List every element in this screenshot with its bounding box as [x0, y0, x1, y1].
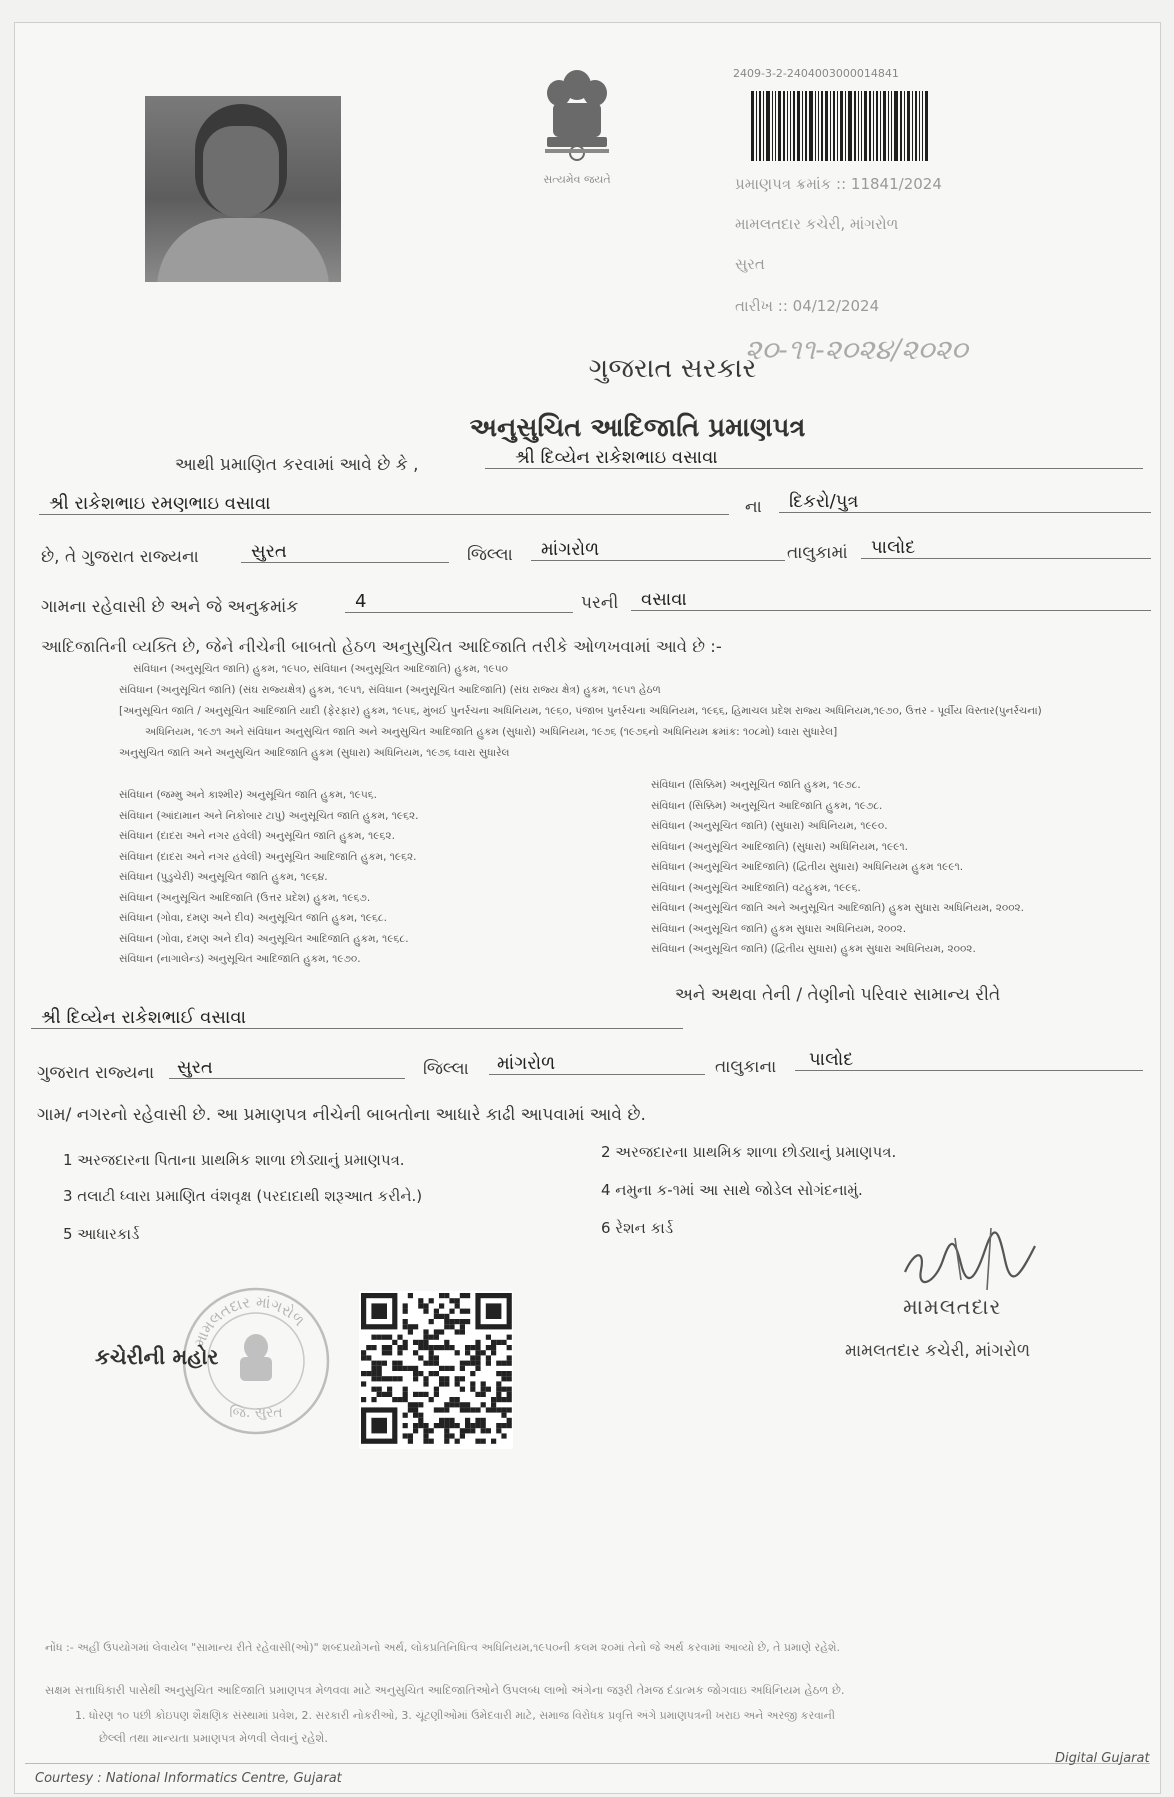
date-row: તારીખ :: 04/12/2024 — [735, 297, 880, 315]
serial-value: 4 — [345, 591, 573, 613]
village-value: પાલોદ — [861, 537, 1151, 559]
barcode-number: 2409-3-2-2404003000014841 — [733, 67, 899, 80]
order-left-item: સંવિધાન (અનુસૂચિત આદિજાતિ (ઉત્તર પ્રદેશ) હુકમ, ૧૯૬૭. — [119, 891, 371, 904]
relation: દિકરો/પુત્ર — [779, 491, 1151, 513]
header-office: મામલતદાર કચેરી, માંગરોળ — [735, 215, 899, 233]
courtesy-text: Courtesy : National Informatics Centre, Gujarat — [35, 1771, 342, 1786]
order-right-item: સંવિધાન (અનુસૂચિત આદિજાતિ) (દ્વિતીય સુધારા) અધિનિયમ હુકમ ૧૯૯૧. — [651, 861, 964, 873]
footer-list-line: છેલ્લી તથા માન્યતા પ્રમાણપત્ર મેળવી લેવાનું રહેશે. — [99, 1731, 328, 1745]
seal-label: કચેરીની મહોર — [95, 1345, 219, 1369]
cert-number: 11841/2024 — [850, 175, 942, 193]
state-emblem-icon — [535, 63, 619, 187]
footer-divider — [25, 1763, 1150, 1764]
order-left-item: સંવિધાન (ગોવા, દમણ અને દીવ) અનુસૂચિત જાતિ હુકમ, ૧૯૬૮. — [119, 912, 387, 924]
district-value: સુરત — [241, 541, 449, 563]
document-item: 1 અરજદારના પિતાના પ્રાથમિક શાળા છોડ્યાનું પ્રમાણપત્ર. — [63, 1151, 405, 1169]
digital-gujarat-brand: Digital Gujarat — [1055, 1751, 1150, 1766]
signatory-title: મામલતદાર — [903, 1295, 1002, 1319]
order-top-line: અનુસુચિત જાતિ અને અનુસુચિત આદિજાતિ હુકમ (સુધારા) અધિનિયમ, ૧૯૭૬ ધ્વારા સુધારેલ — [119, 747, 510, 759]
orders-right-column — [651, 779, 1024, 964]
order-left-item: સંવિધાન (પુડુચેરી) અનુસૂચિત જાતિ હુકમ, ૧૯૬૪. — [119, 871, 328, 883]
basis-text: ગામ/ નગરનો રહેવાસી છે. આ પ્રમાણપત્ર નીચેની બાબતોના આધારે કાઢી આપવામાં આવે છે. — [37, 1105, 646, 1125]
orders-left-column — [119, 789, 419, 974]
order-left-item: સંવિધાન (નાગાલેન્ડ) અનુસૂચિત આદિજાતિ હુકમ, ૧૯૭૦. — [119, 953, 361, 965]
document-item: 3 તલાટી ધ્વારા પ્રમાણિત વંશવૃક્ષ (પરદાદાથી શરૂઆત કરીને.) — [63, 1187, 423, 1205]
order-left-item: સંવિધાન (ગોવા, દમણ અને દીવ) અનુસૂચિત આદિજાતિ હુકમ, ૧૯૬૮. — [119, 932, 409, 945]
applicant-photo — [145, 96, 341, 282]
applicant-name: શ્રી દિવ્યેન રાકેશભાઇ વસાવા — [485, 447, 1143, 469]
issue-date: 04/12/2024 — [792, 297, 880, 315]
family-text: અને અથવા તેની / તેણીનો પરિવાર સામાન્ય રીતે — [675, 985, 1001, 1005]
order-left-item: સંવિધાન (દાદરા અને નગર હવેલી) અનુસૂચિત જાતિ હુકમ, ૧૯૬૨. — [119, 830, 395, 842]
order-right-item: સંવિધાન (સિક્કિમ) અનુસૂચિત જાતિ હુકમ, ૧૯૭૮. — [651, 779, 861, 791]
taluka-label: તાલુકામાં — [787, 543, 848, 563]
order-right-item: સંવિધાન (અનુસૂચિત જાતિ અને અનુસૂચિત આદિજાતિ) હુકમ સુધારા અધિનિયમ, ૨૦૦૨. — [651, 902, 1025, 914]
order-top-line: અધિનિયમ, ૧૯૭૧ અને સંવિધાન અનુસુચિત જાતિ અને અનુસુચિત આદિજાતિ હુકમ (સુધારો) અધિનિયમ, ૧૯૭૬ (૧૯૭૬નો અધિનિયમ ક્રમાંક: ૧૦૮મો) ધ્વારા સુધારેલ] — [145, 726, 838, 738]
certificate-title: અનુસુચિત આદિજાતિ પ્રમાણપત્ર — [469, 413, 806, 443]
father-name: શ્રી રાકેશભાઇ રમણભાઇ વસાવા — [39, 493, 729, 515]
of-label: ના — [745, 497, 762, 517]
order-left-item: સંવિધાન (દાદરા અને નગર હવેલી) અનુસૂચિત આદિજાતિ હુકમ, ૧૯૬૨. — [119, 850, 417, 863]
order-right-item: સંવિધાન (અનુસૂચિત આદિજાતિ) વટહુકમ, ૧૯૯૬. — [651, 881, 861, 894]
order-right-item: સંવિધાન (સિક્કિમ) અનુસૂચિત આદિજાતિ હુકમ, ૧૯૭૮. — [651, 799, 883, 812]
footer-paragraph: સક્ષમ સત્તાધિકારી પાસેથી અનુસુચિત આદિજાતિ પ્રમાણપત્ર મેળવવા માટે અનુસુચિત આદિજાતિઓને ઉપલબ્ધ લાભો અંગેના જરૂરી તેમજ દંડાત્મક જોગવાઇ અધિનિયમ હેઠળ છે. — [45, 1683, 845, 1697]
residence-village: પાલોદ — [795, 1049, 1143, 1071]
signatory-office: મામલતદાર કચેરી, માંગરોળ — [845, 1341, 1031, 1361]
header-district: સુરત — [735, 255, 765, 273]
cert-number-label: પ્રમાણપત્ર ક્રમાંક — [735, 175, 832, 193]
document-item: 6 રેશન કાર્ડ — [601, 1219, 674, 1237]
order-top-line: સંવિધાન (અનુસૂચિત જાતિ) હુકમ, ૧૯૫૦, સંવિધાન (અનુસૂચિત આદિજાતિ) હુકમ, ૧૯૫૦ — [133, 663, 508, 675]
residence-district-label: જિલ્લા — [423, 1059, 469, 1079]
intro-text: આથી પ્રમાણિત કરવામાં આવે છે કે , — [175, 455, 419, 475]
barcode — [751, 91, 997, 161]
state-prefix: છે, તે ગુજરાત રાજ્યના — [41, 547, 199, 567]
svg-text:જિ. સુરત: જિ. સુરત — [229, 1405, 283, 1421]
tribe-value: વસાવા — [631, 589, 1151, 611]
residence-taluka-label: તાલુકાના — [715, 1057, 777, 1077]
residence-district: સુરત — [169, 1057, 405, 1079]
date-label: તારીખ — [735, 297, 773, 315]
qr-code — [359, 1291, 513, 1449]
order-top-line: [અનુસૂચિત જાતિ / અનુસૂચિત આદિજાતિ યાદી (ફેરફાર) હુકમ, ૧૯૫૬, મુંબઈ પુનર્રચના અધિનિયમ, ૧૯૬૦, પંજાબ પુનર્રચના અધિનિયમ, ૧૯૬૬, હિમાચલ પ્રદેશ રાજ્ય અધિનિયમ,૧૯૭૦, ઉત્તર - પૂર્વીય વિસ્તાર(પુનર્રચના) — [119, 705, 1042, 717]
residence-name: શ્રી દિવ્યેન રાકેશભાઈ વસાવા — [31, 1007, 683, 1029]
cert-number-row: પ્રમાણપત્ર ક્રમાંક :: 11841/2024 — [735, 175, 942, 193]
par-label: પરની — [581, 593, 619, 613]
taluka-value: માંગરોળ — [531, 539, 785, 561]
handwritten-note: ૨૦-૧૧-૨૦૨૪/૨૦૨૦ — [745, 333, 968, 366]
note-line: નોંધ :- અહીં ઉપયોગમાં લેવાયેલ "સામાન્ય રીતે રહેવાસી(ઓ)" શબ્દપ્રયોગનો અર્થ, લોકપ્રતિનિધિત્વ અધિનિયમ,૧૯૫૦ની કલમ ૨૦માં તેનો જે અર્થ કરવામાં આવ્યો છે, તે પ્રમાણે રહેશે. — [45, 1641, 841, 1654]
order-right-item: સંવિધાન (અનુસૂચિત જાતિ) હુકમ સુધારા અધિનિયમ, ૨૦૦૨. — [651, 922, 907, 935]
order-top-line: સંવિધાન (અનુસૂચિત જાતિ) (સંઘ રાજ્યક્ષેત્ર) હુકમ, ૧૯૫૧, સંવિધાન (અનુસૂચિત આદિજાતિ) (સંઘ રાજ્ય ક્ષેત્ર) હુકમ, ૧૯૫૧ હેઠળ — [119, 684, 661, 696]
tribe-text: આદિજાતિની વ્યક્તિ છે, જેને નીચેની બાબતો હેઠળ અનુસુચિત આદિજાતિ તરીકે ઓળખવામાં આવે છે :- — [41, 637, 722, 656]
svg-text:મામલતદાર માંગરોળ: મામલતદાર માંગરોળ — [190, 1292, 309, 1349]
state-label: ગુજરાત રાજ્યના — [37, 1063, 155, 1083]
government-title: ગુજરાત સરકાર — [588, 353, 757, 384]
order-left-item: સંવિધાન (આંદામાન અને નિકોબાર ટાપુ) અનુસૂચિત જાતિ હુકમ, ૧૯૬૨. — [119, 809, 419, 822]
order-left-item: સંવિધાન (જમ્મુ અને કાશ્મીર) અનુસૂચિત જાતિ હુકમ, ૧૯૫૬. — [119, 789, 377, 801]
order-right-item: સંવિધાન (અનુસૂચિત આદિજાતિ) (સુધારા) અધિનિયમ, ૧૯૯૧. — [651, 840, 908, 853]
order-right-item: સંવિધાન (અનુસૂચિત જાતિ) (દ્વિતીય સુધારા) હુકમ સુધારા અધિનિયમ, ૨૦૦૨. — [651, 943, 976, 955]
document-item: 5 આધારકાર્ડ — [63, 1225, 140, 1243]
district-label: જિલ્લા — [467, 545, 513, 565]
order-right-item: સંવિધાન (અનુસૂચિત જાતિ) (સુધારા) અધિનિયમ, ૧૯૯૦. — [651, 820, 888, 832]
footer-list-line: 1. ધોરણ ૧૦ પછી કોઇપણ શૈક્ષણિક સંસ્થામાં પ્રવેશ, 2. સરકારી નોકરીઓ, 3. ચૂંટણીઓમાં ઉમેદવારી માટે, સમાજ વિરોધક પ્રવૃત્તિ અંગે પ્રમાણપત્રની ખરાઇ અને અરજી કરવાની — [75, 1709, 836, 1722]
orders-top — [119, 663, 1042, 768]
resident-label: ગામના રહેવાસી છે અને જે અનુક્રમાંક — [41, 597, 299, 617]
signature-icon — [895, 1220, 1055, 1300]
emblem-caption: સત્યમેવ જયતે — [543, 173, 611, 186]
document-item: 2 અરજદારના પ્રાથમિક શાળા છોડ્યાનું પ્રમાણપત્ર. — [601, 1143, 897, 1161]
residence-taluka: માંગરોળ — [489, 1053, 705, 1075]
certificate-page — [14, 22, 1161, 1794]
document-item: 4 નમુના ક-૧માં આ સાથે જોડેલ સોગંદનામું. — [601, 1181, 863, 1199]
